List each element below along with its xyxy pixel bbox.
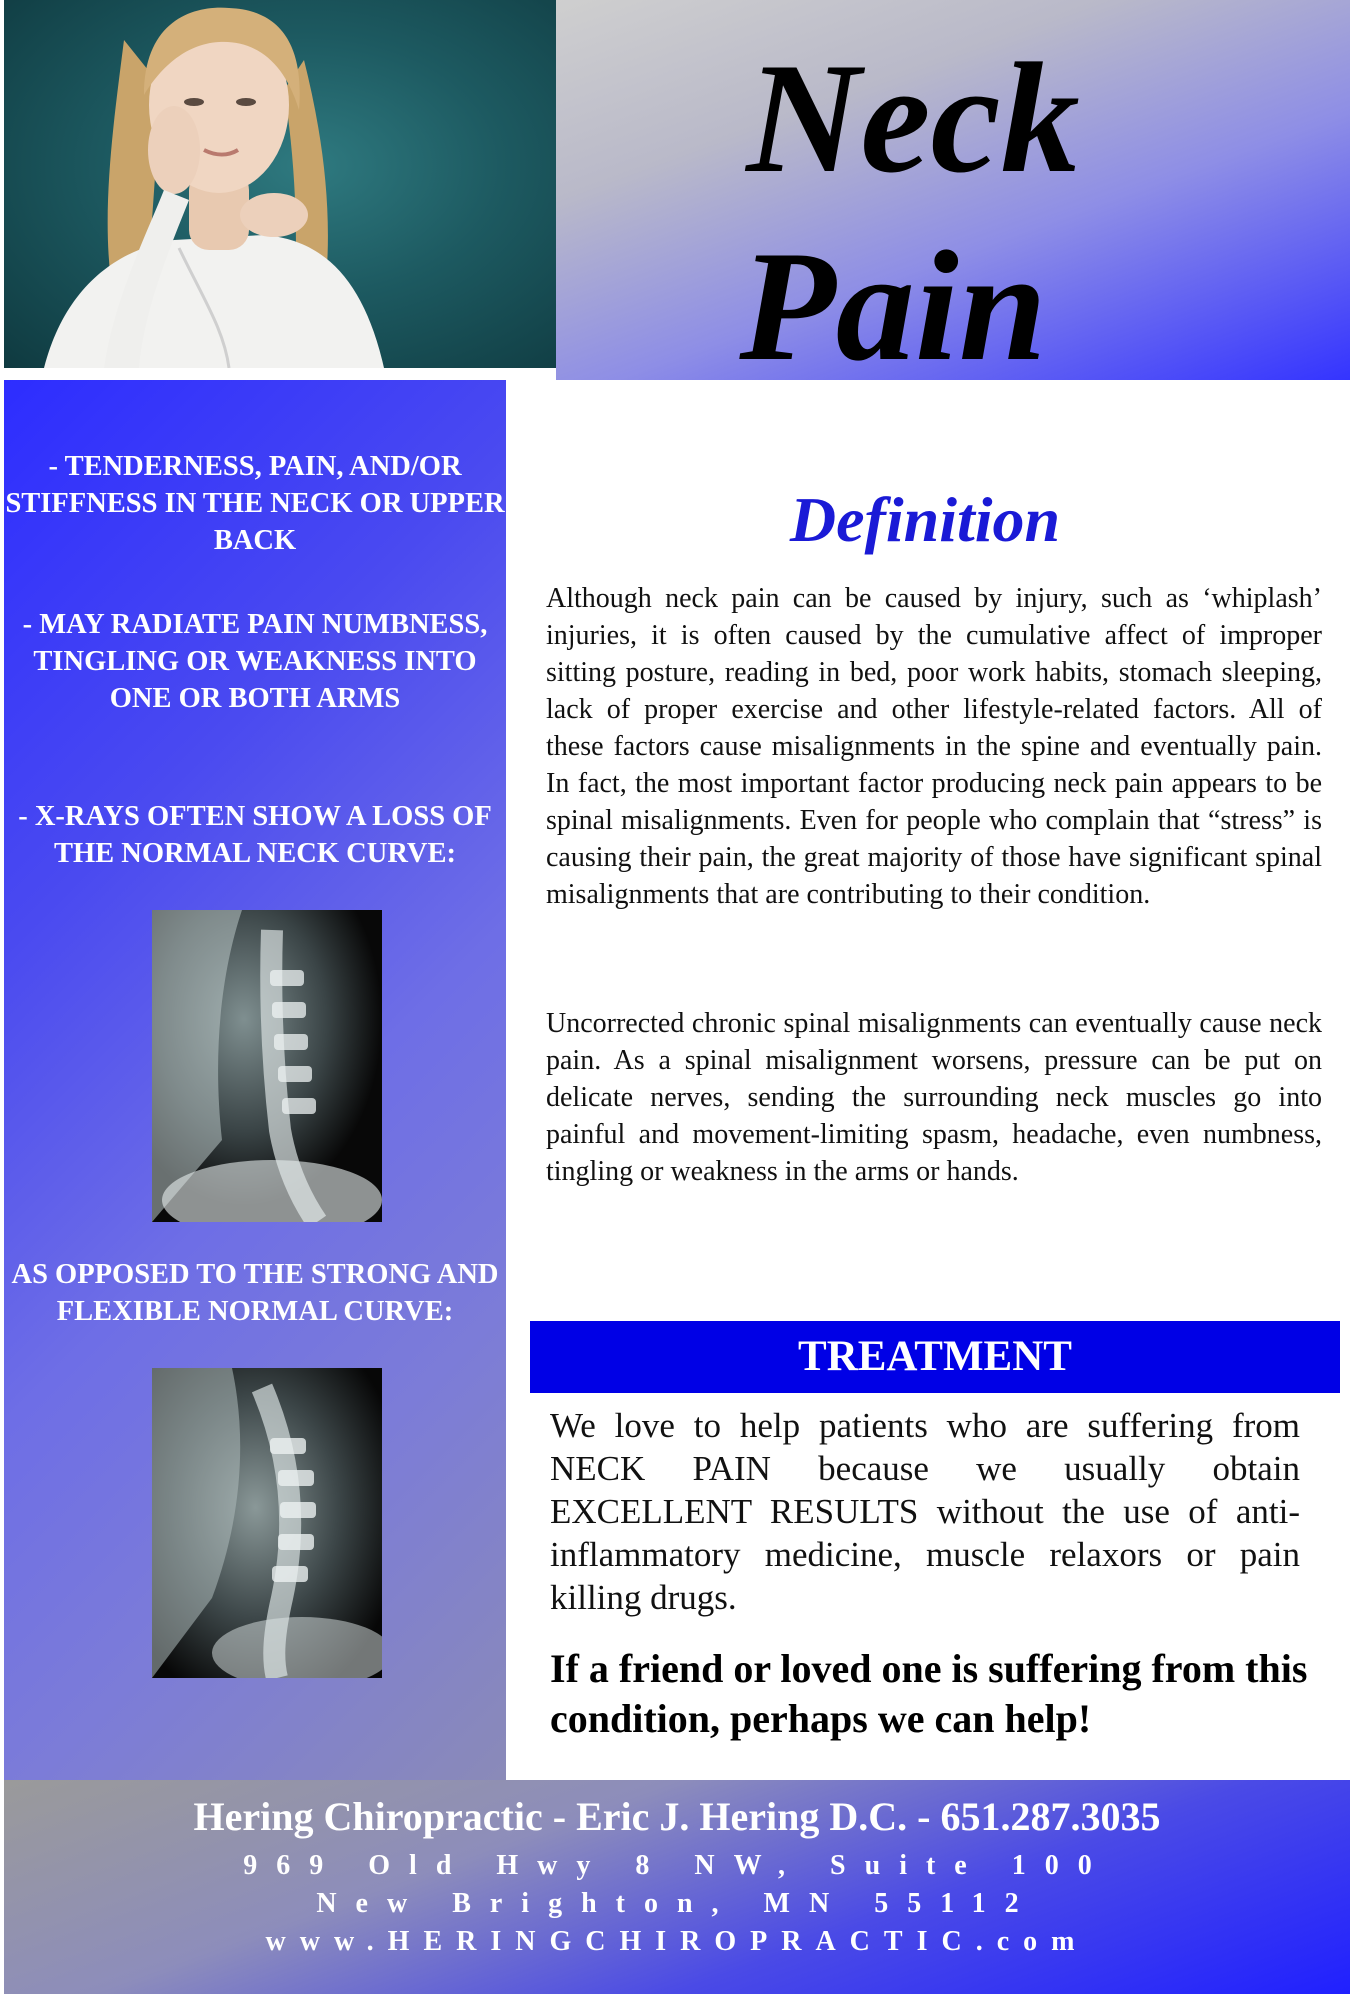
xray-normal-neck-curve	[152, 1368, 382, 1678]
symptom-xray-curve-loss: - X-RAYS OFTEN SHOW A LOSS OF THE NORMAL NECK CURVE:	[18, 801, 492, 869]
definition-paragraph-2: Uncorrected chronic spinal misalignments can eventually cause neck pain. As a spinal misalignment worsens, pressure can be put on delicate nerves, sending the surrounding neck muscles go into painful and movement-limiting spasm, headache, even numbness, tingling or weakness in the arms or hands.	[546, 1008, 1322, 1187]
symptom-radiating-pain: - MAY RADIATE PAIN NUMBNESS, TINGLING OR WEAKNESS INTO ONE OR BOTH ARMS	[22, 609, 488, 714]
normal-curve-caption: AS OPPOSED TO THE STRONG AND FLEXIBLE NORMAL CURVE:	[11, 1259, 499, 1327]
contact-footer	[4, 1780, 1350, 1994]
definition-heading: Definition	[789, 484, 1061, 555]
treatment-text: We love to help patients who are suffering from NECK PAIN because we usually obtain EXCELLENT RESULTS without the use of anti-inflammatory medicine, muscle relaxors or pain killing drugs.	[550, 1406, 1300, 1617]
definition-paragraph-1: Although neck pain can be caused by injury, such as ‘whiplash’ injuries, it is often caused by the cumulative affect of improper sitting posture, reading in bed, poor work habits, stomach sleeping, lack of proper exercise and other lifestyle-related factors. All of these factors cause misalignments in the spine and eventually pain. In fact, the most important factor producing neck pain appears to be spinal misalignments. Even for people who complain that “stress” is causing their pain, the great majority of those have significant spinal misalignments that are contributing to their condition.	[546, 583, 1322, 910]
call-to-action: If a friend or loved one is suffering from this condition, perhaps we can help!	[550, 1646, 1308, 1741]
treatment-banner	[530, 1321, 1340, 1393]
treatment-heading: TREATMENT	[798, 1333, 1072, 1380]
xray-abnormal-neck-curve	[152, 910, 382, 1222]
clinic-name-phone: Hering Chiropractic - Eric J. Hering D.C. - 651.287.3035	[193, 1794, 1161, 1839]
title-panel	[556, 0, 1350, 394]
website-url: www.HERINGCHIROPRACTIC.com	[265, 1926, 1089, 1957]
symptoms-sidebar	[4, 380, 506, 1780]
woman-illustration	[4, 0, 556, 368]
symptom-tenderness: - TENDERNESS, PAIN, AND/OR STIFFNESS IN THE NECK OR UPPER BACK	[5, 451, 505, 556]
header-photo-woman-neck-pain	[4, 0, 556, 368]
page-title-line-2: Pain	[739, 219, 1047, 394]
page-title-line-1: Neck	[746, 31, 1080, 206]
city-state-zip: New Brighton, MN 55112	[316, 1888, 1038, 1919]
street-address: 969 Old Hwy 8 NW, Suite 100	[243, 1850, 1111, 1881]
